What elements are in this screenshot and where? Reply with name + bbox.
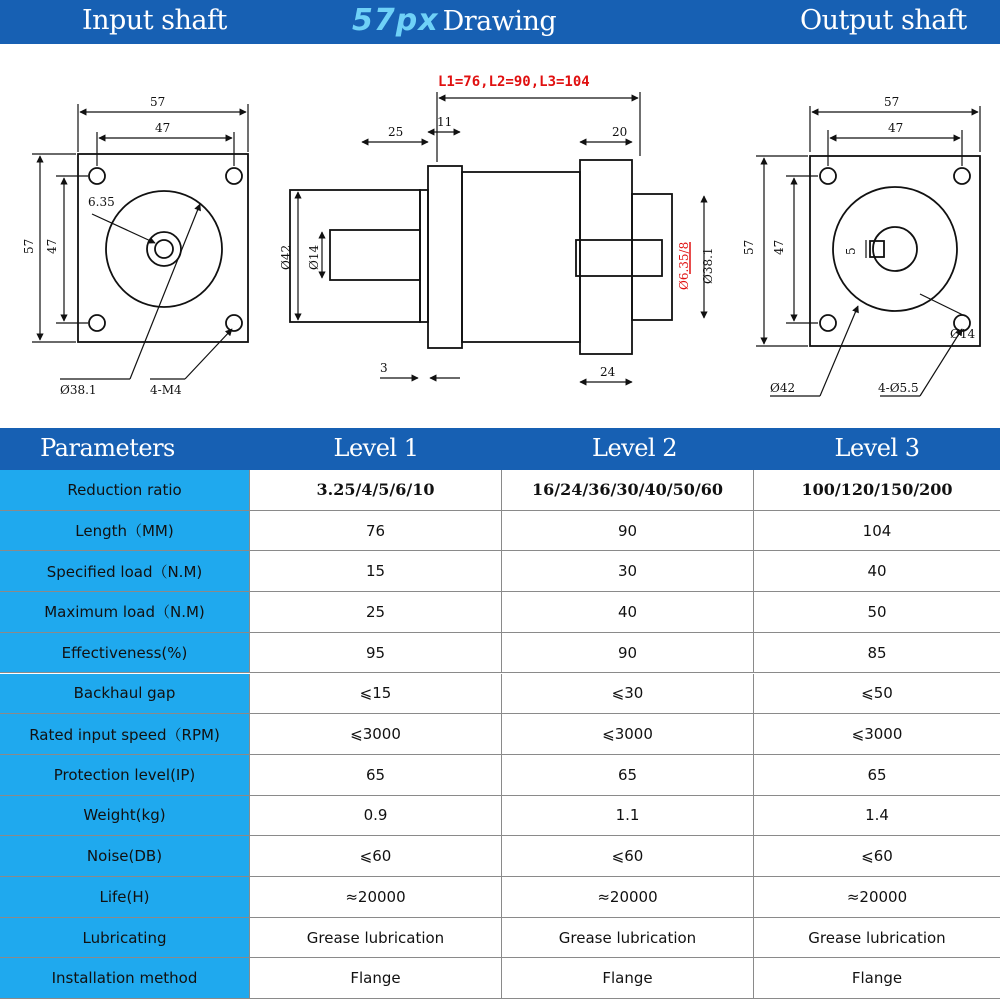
output-shaft-title: Output shaft [800,5,967,36]
level-3-value: 100/120/150/200 [754,470,1000,511]
table-row [0,592,1000,633]
level-3-value: 104 [754,511,1000,552]
output-dim-holes: 4-Ø5.5 [878,381,919,395]
level-1-value: Grease lubrication [250,918,502,959]
side-output-flange [580,160,632,354]
output-dim-flange: Ø42 [770,381,796,395]
side-body [462,172,580,342]
header-parameters: Parameters [40,434,175,462]
table-row [0,511,1000,552]
row-label: Life(H) [0,877,250,918]
side-dim-20: 20 [612,125,628,139]
input-hole-bl [89,315,105,331]
level-3-value: Grease lubrication [754,918,1000,959]
level-1-value: ⩽3000 [250,714,502,755]
table-row [0,836,1000,877]
table-row [0,918,1000,959]
level-3-value: 50 [754,592,1000,633]
input-shaft-title: Input shaft [82,5,227,36]
level-2-value: Flange [502,958,754,999]
side-dim-3: 3 [380,361,388,375]
table-row [0,958,1000,999]
level-1-value: 76 [250,511,502,552]
level-1-value: Flange [250,958,502,999]
level-3-value: 40 [754,551,1000,592]
table-header [0,428,1000,470]
row-label: Lubricating [0,918,250,959]
row-label: Effectiveness(%) [0,633,250,674]
header-level-2: Level 2 [592,434,677,462]
level-2-value: ⩽60 [502,836,754,877]
input-hole-br [226,315,242,331]
row-label: Noise(DB) [0,836,250,877]
input-dim-47-side: 47 [45,238,59,254]
input-dim-bore: Ø38.1 [60,383,97,397]
level-1-value: 95 [250,633,502,674]
side-output-shaft [576,240,662,276]
input-hole-tl [89,168,105,184]
level-3-value: ⩽60 [754,836,1000,877]
level-3-value: ≈20000 [754,877,1000,918]
level-3-value: Flange [754,958,1000,999]
row-label: Length（MM) [0,511,250,552]
level-1-value: ⩽15 [250,674,502,715]
level-1-value: 15 [250,551,502,592]
row-label: Weight(kg) [0,796,250,837]
drawing-title-text: Drawing [442,6,557,37]
side-output-spigot [632,194,672,320]
level-1-value: 3.25/4/5/6/10 [250,470,502,511]
row-label: Backhaul gap [0,674,250,715]
row-label: Installation method [0,958,250,999]
row-label: Protection level(IP) [0,755,250,796]
table-row [0,470,1000,511]
side-dim-11: 11 [437,115,453,129]
side-dim-381: Ø38.1 [701,247,715,284]
input-dim-47-top: 47 [155,121,171,135]
table-row [0,551,1000,592]
level-2-value: 30 [502,551,754,592]
level-3-value: 85 [754,633,1000,674]
side-dim-42: Ø42 [279,244,293,270]
output-shaft-circle [873,227,917,271]
brand-logo: 57px [352,3,439,38]
header-level-1: Level 1 [333,434,419,462]
input-shaft-circle [147,232,181,266]
lengths-label: L1=76,L2=90,L3=104 [438,74,590,90]
output-dim-57-side: 57 [742,239,756,255]
table-row [0,714,1000,755]
level-2-value: ≈20000 [502,877,754,918]
table-row [0,633,1000,674]
output-dim-47-side: 47 [772,239,786,255]
level-2-value: ⩽30 [502,674,754,715]
level-3-value: ⩽3000 [754,714,1000,755]
level-1-value: 0.9 [250,796,502,837]
side-dim-24: 24 [600,365,616,379]
drawing-title [352,0,556,44]
output-hole-bl [820,315,836,331]
level-3-value: ⩽50 [754,674,1000,715]
input-shaft-inner [155,240,173,258]
level-2-value: 16/24/36/30/40/50/60 [502,470,754,511]
output-hole-tr [954,168,970,184]
output-dim-key: 5 [844,247,858,255]
row-label: Rated input speed（RPM) [0,714,250,755]
table-row [0,755,1000,796]
output-dim-57-top: 57 [884,95,900,109]
row-label: Maximum load（N.M) [0,592,250,633]
input-hole-tr [226,168,242,184]
header-level-3: Level 3 [834,434,920,462]
side-dim-25: 25 [388,125,404,139]
output-dim-47-top: 47 [888,121,904,135]
table-row [0,877,1000,918]
level-3-value: 65 [754,755,1000,796]
side-dim-635: Ø6.35/8 [677,241,691,290]
level-2-value: 90 [502,511,754,552]
drawing-svg [0,44,1000,428]
level-2-value: 40 [502,592,754,633]
input-dim-57-top: 57 [150,95,166,109]
technical-drawing [0,44,1000,428]
input-bore-circle [106,191,222,307]
level-2-value: Grease lubrication [502,918,754,959]
side-input-shaft [330,230,420,280]
level-2-value: ⩽3000 [502,714,754,755]
input-dim-57-side: 57 [22,238,36,254]
level-3-value: 1.4 [754,796,1000,837]
output-hole-tl [820,168,836,184]
output-flange-outline [810,156,980,346]
row-label: Reduction ratio [0,470,250,511]
level-2-value: 1.1 [502,796,754,837]
level-1-value: ≈20000 [250,877,502,918]
top-banner [0,0,1000,44]
output-dim-shaft: Ø14 [950,327,976,341]
level-1-value: 65 [250,755,502,796]
input-dim-holes: 4-M4 [150,383,182,397]
level-2-value: 65 [502,755,754,796]
level-1-value: ⩽60 [250,836,502,877]
side-input-flange [428,166,462,348]
input-dim-shaft: 6.35 [88,195,115,209]
level-1-value: 25 [250,592,502,633]
table-row [0,674,1000,715]
side-dim-14: Ø14 [307,244,321,270]
output-key [870,241,884,257]
level-2-value: 90 [502,633,754,674]
table-row [0,796,1000,837]
row-label: Specified load（N.M) [0,551,250,592]
